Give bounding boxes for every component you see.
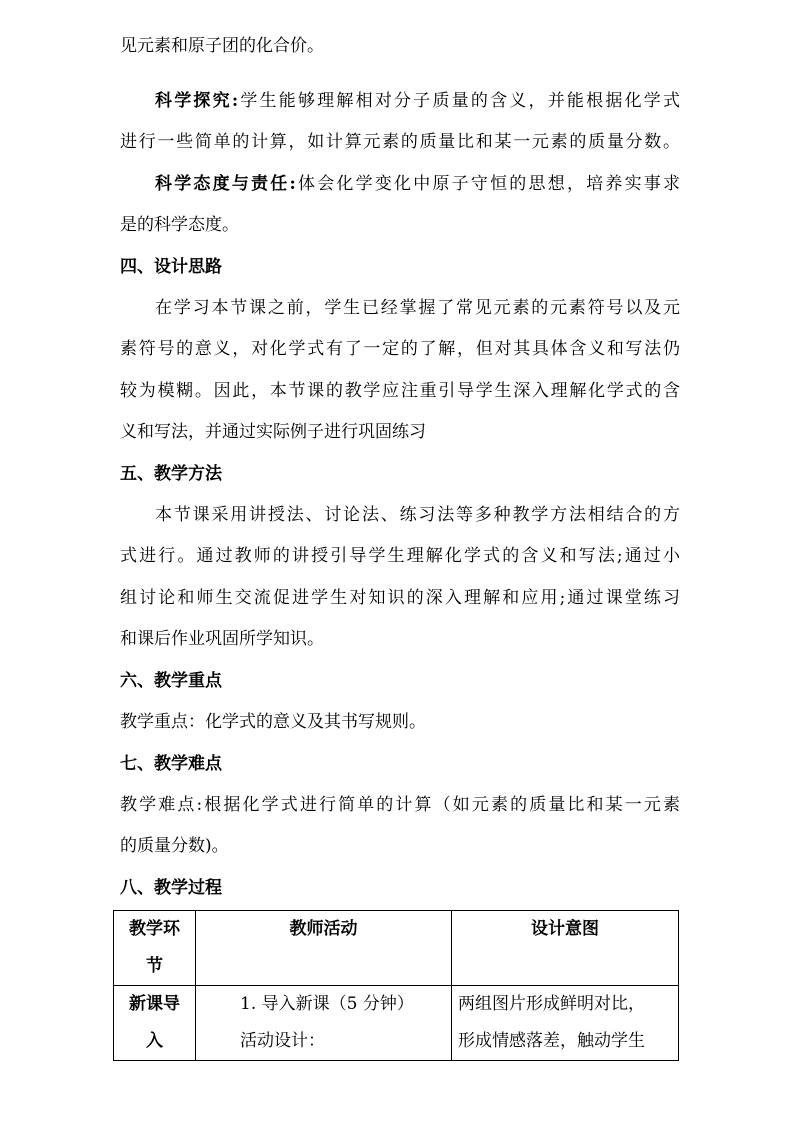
science-inquiry-line-1 [155, 89, 680, 113]
design-intent-line-1: 两组图片形成鲜明对比， [458, 994, 645, 1014]
teacher-activity-cell [196, 986, 452, 1061]
header-teacher-activity-cell [196, 911, 452, 986]
paragraph-line: 见元素和原子团的化合价。 [120, 36, 324, 56]
teaching-process-table [113, 910, 679, 1061]
science-attitude-label: 科学态度与责任: [155, 174, 296, 194]
key-points-line-1: 教学重点：化学式的意义及其书写规则。 [120, 712, 426, 732]
stage-line-1: 新课导 [129, 994, 180, 1014]
design-line-4: 义和写法，并通过实际例子进行巩固练习 [120, 422, 426, 442]
header-design-intent: 设计意图 [531, 919, 599, 939]
difficulties-line-2: 的质量分数)。 [120, 836, 229, 856]
section-heading-design: 四、设计思路 [120, 257, 222, 277]
table-header-row [114, 911, 679, 986]
design-intent-line-2: 形成情感落差，触动学生 [458, 1031, 645, 1051]
methods-line-1: 本节课采用讲授法、讨论法、练习法等多种教学方法相结合的方 [155, 505, 680, 525]
science-attitude-text-1: 体会化学变化中原子守恒的思想，培养实事求 [295, 174, 681, 194]
header-design-intent-cell [452, 911, 679, 986]
stage-cell [114, 986, 196, 1061]
header-stage-cell [114, 911, 196, 986]
design-line-1: 在学习本节课之前，学生已经掌握了常见元素的元素符号以及元 [155, 298, 680, 318]
table-row [114, 986, 679, 1061]
science-attitude-line-1 [155, 172, 680, 196]
teacher-activity-line-2: 活动设计： [240, 1031, 325, 1051]
design-line-2: 素符号的意义，对化学式有了一定的了解，但对其具体含义和写法仍 [120, 339, 680, 359]
science-attitude-line-2: 是的科学态度。 [120, 215, 239, 235]
methods-line-3: 组讨论和师生交流促进学生对知识的深入理解和应用;通过课堂练习 [120, 588, 680, 608]
header-stage-line-1: 教学环 [129, 919, 180, 939]
teacher-activity-line-1: 1. 导入新课（5 分钟） [240, 994, 414, 1014]
header-stage-line-2: 节 [146, 956, 163, 976]
stage-line-2: 入 [146, 1031, 163, 1051]
header-teacher-activity: 教师活动 [289, 919, 358, 939]
methods-line-2: 式进行。通过教师的讲授引导学生理解化学式的含义和写法;通过小 [120, 546, 680, 566]
difficulties-line-1: 教学难点:根据化学式进行简单的计算（如元素的质量比和某一元素 [120, 795, 680, 815]
section-heading-process: 八、教学过程 [120, 878, 222, 898]
methods-line-4: 和课后作业巩固所学知识。 [120, 629, 324, 649]
science-inquiry-line-2: 进行一些简单的计算，如计算元素的质量比和某一元素的质量分数。 [120, 132, 680, 152]
science-inquiry-text-1: 学生能够理解相对分子质量的含义，并能根据化学式 [238, 91, 680, 111]
section-heading-methods: 五、教学方法 [120, 464, 222, 484]
science-inquiry-label: 科学探究: [155, 91, 239, 111]
section-heading-key-points: 六、教学重点 [120, 671, 222, 691]
section-heading-difficulties: 七、教学难点 [120, 754, 222, 774]
design-line-3: 较为模糊。因此，本节课的教学应注重引导学生深入理解化学式的含 [120, 381, 680, 401]
design-intent-cell [452, 986, 679, 1061]
